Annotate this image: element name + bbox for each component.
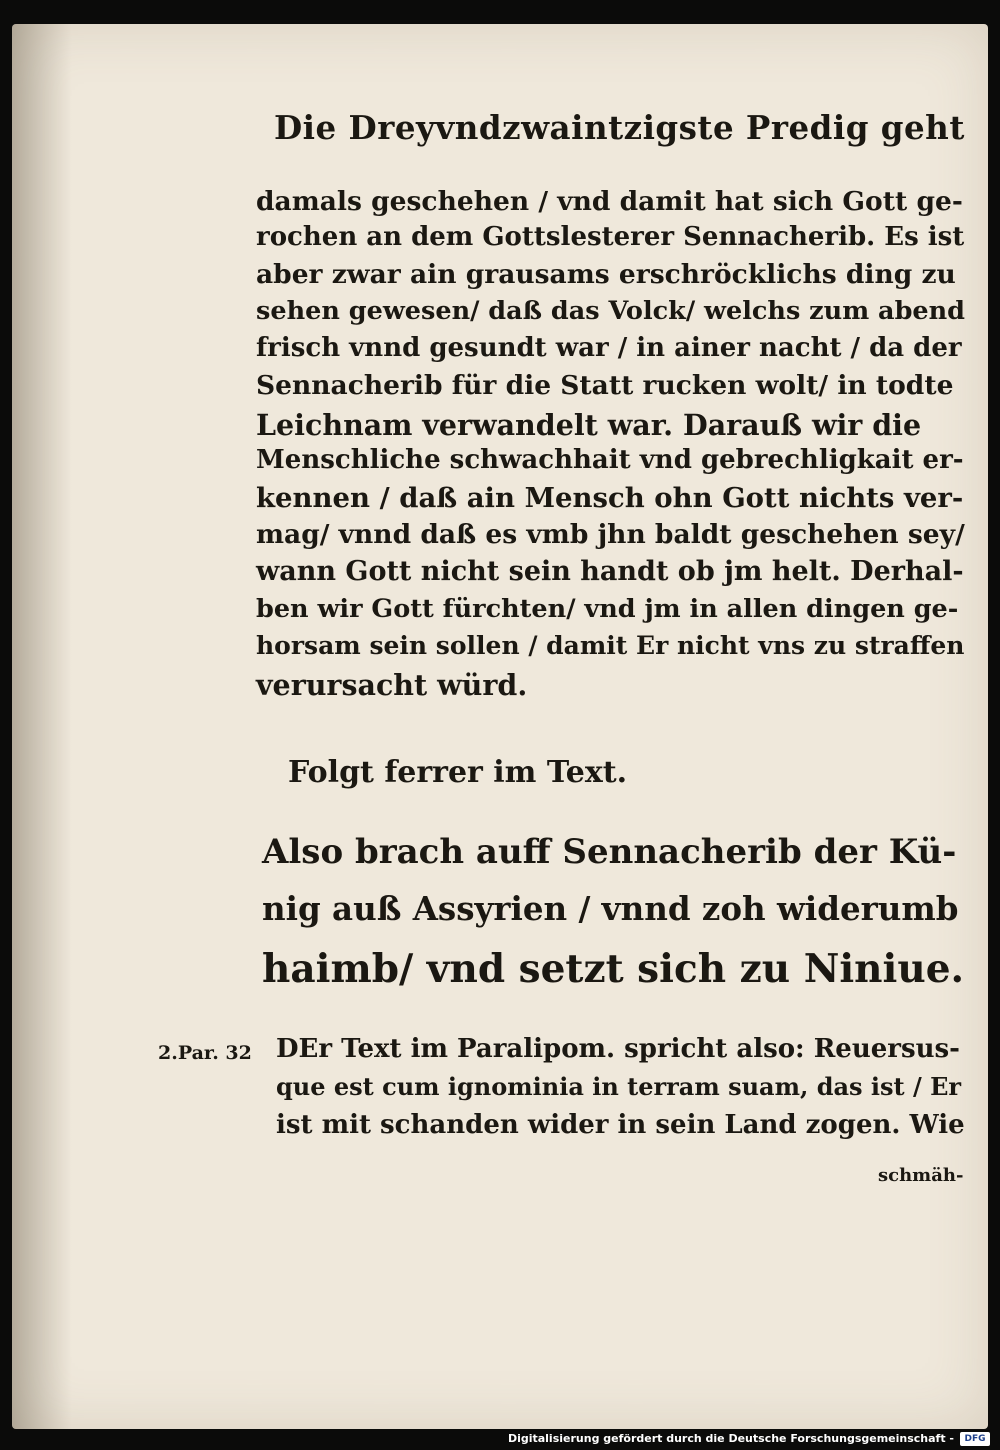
scripture-line: Also brach auff Sennacherib der Kü-	[262, 832, 957, 872]
body-line: Menschliche schwachhait vnd gebrechligkait er-	[256, 445, 964, 475]
running-head: Die Dreyvndzwaintzigste Predig geht	[274, 108, 965, 147]
margin-note: 2.Par. 32	[158, 1042, 252, 1064]
commentary-line: ist mit schanden wider in sein Land zogen. Wie	[276, 1110, 965, 1140]
dfg-logo: DFG	[960, 1432, 990, 1446]
digitization-credit: Digitalisierung gefördert durch die Deutsche Forschungsgemeinschaft -	[507, 1432, 954, 1445]
body-line: kennen / daß ain Mensch ohn Gott nichts ver-	[256, 482, 964, 514]
body-line: ben wir Gott fürchten/ vnd jm in allen dingen ge-	[256, 594, 959, 624]
body-line: horsam sein sollen / damit Er nicht vns zu straffen	[256, 631, 965, 660]
body-line: Sennacherib für die Statt rucken wolt/ in todte	[256, 370, 954, 401]
body-line: sehen gewesen/ daß das Volck/ welchs zum abend	[256, 296, 966, 326]
scripture-line: haimb/ vnd setzt sich zu Niniue.	[262, 946, 965, 992]
body-line: damals geschehen / vnd damit hat sich Gott ge-	[256, 186, 963, 217]
catchword: schmäh-	[878, 1165, 964, 1186]
body-line: wann Gott nicht sein handt ob jm helt. Derhal-	[256, 556, 964, 587]
body-line: aber zwar ain grausams erschröcklichs ding zu	[256, 259, 956, 290]
body-line: verursacht würd.	[256, 668, 528, 702]
page-gutter	[12, 24, 72, 1429]
section-heading: Folgt ferrer im Text.	[288, 755, 628, 790]
scripture-line: nig auß Assyrien / vnnd zoh widerumb	[262, 889, 959, 928]
body-line: rochen an dem Gottslesterer Sennacherib. Es ist	[256, 222, 965, 252]
commentary-line: DEr Text im Paralipom. spricht also: Reuersus-	[276, 1034, 960, 1064]
body-line: frisch vnnd gesundt war / in ainer nacht / da der	[256, 333, 962, 363]
body-line: Leichnam verwandelt war. Darauß wir die	[256, 408, 922, 442]
commentary-line: que est cum ignominia in terram suam, das ist / Er	[276, 1072, 962, 1101]
body-line: mag/ vnnd daß es vmb jhn baldt geschehen sey/	[256, 519, 965, 550]
